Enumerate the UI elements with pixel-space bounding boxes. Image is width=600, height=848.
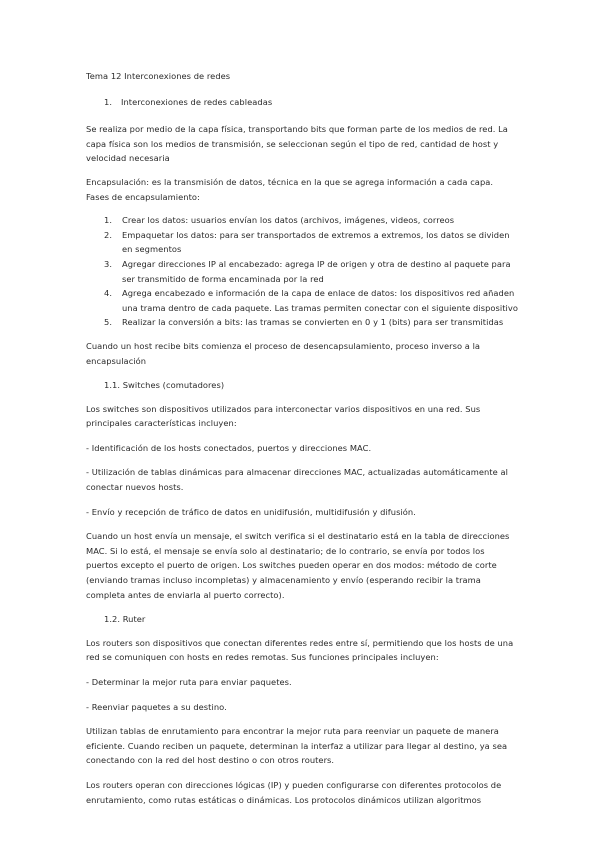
section-title: Interconexiones de redes cableadas	[121, 96, 273, 107]
section-heading-1	[86, 95, 518, 110]
intro-paragraph: Se realiza por medio de la capa física, transportando bits que forman parte de los medios de red. La capa física son los medios de transmisión, se seleccionan según el tipo de red, cantidad de host y velocidad necesaria	[86, 124, 508, 164]
encapsulation-steps-list	[86, 213, 518, 330]
document-body	[86, 69, 518, 816]
list-item: 5. Realizar la conversión a bits: las tramas se convierten en 0 y 1 (bits) para ser transmitidas	[104, 317, 504, 328]
encapsulation-paragraph: Encapsulación: es la transmisión de datos, técnica en la que se agrega información a cada capa. Fases de encapsulamiento:	[86, 176, 494, 202]
switches-bullet-2: - Utilización de tablas dinámicas para almacenar direcciones MAC, actualizadas automáticamente al conectar nuevos hosts.	[86, 467, 508, 493]
switches-bullet-1: - Identificación de los hosts conectados, puertos y direcciones MAC.	[86, 442, 372, 453]
router-bullet-2: - Reenviar paquetes a su destino.	[86, 701, 227, 712]
list-item: 4. Agrega encabezado e información de la capa de enlace de datos: los dispositivos red añaden una trama dentro de cada paquete. Las tramas permiten conectar con el siguiente dispositivo	[104, 288, 518, 313]
document-title: Tema 12 Interconexiones de redes	[86, 71, 231, 81]
list-item: 1. Crear los datos: usuarios envían los datos (archivos, imágenes, videos, correos	[104, 215, 455, 226]
section-number: 1.	[104, 96, 113, 107]
switches-intro-paragraph: Los switches son dispositivos utilizados para interconectar varios dispositivos en una red. Sus principales características incluyen:	[86, 403, 481, 429]
router-tables-paragraph: Utilizan tablas de enrutamiento para encontrar la mejor ruta para reenviar un paquete de manera eficiente. Cuando reciben un paquete, determinan la interfaz a utilizar para llegar al destino, ya sea conectando con la red del host destino o con otros routers.	[86, 726, 508, 766]
switches-bullet-3: - Envío y recepción de tráfico de datos en unidifusión, multidifusión y difusión.	[86, 506, 416, 517]
list-item: 2. Empaquetar los datos: para ser transportados de extremos a extremos, los datos se dividen en segmentos	[104, 229, 510, 255]
list-item: 3. Agregar direcciones IP al encabezado: agrega IP de origen y otra de destino al paquete para ser transmitido de forma encaminada por la red	[104, 258, 511, 284]
subsection-heading-switches: 1.1. Switches (comutadores)	[104, 380, 225, 391]
router-intro-paragraph: Los routers son dispositivos que conectan diferentes redes entre sí, permitiendo que los hosts de una red se comuniquen con hosts en redes remotas. Sus funciones principales incluyen:	[86, 637, 514, 663]
router-bullet-1: - Determinar la mejor ruta para enviar paquetes.	[86, 677, 292, 687]
switches-detail-paragraph: Cuando un host envía un mensaje, el switch verifica si el destinatario está en la tabla de direcciones MAC. Si lo está, el mensaje se envía solo al destinatario; de lo contrario, se envía por todos los puertos excepto el puerto de origen. Los switches pueden operar en dos modos: método de corte (enviando tramas incluso incompletas) y almacenamiento y envío (esperando recibir la trama completa antes de enviarla al puerto correcto).	[86, 531, 510, 600]
subsection-heading-router: 1.2. Ruter	[104, 614, 146, 625]
router-protocols-paragraph: Los routers operan con direcciones lógicas (IP) y pueden configurarse con diferentes protocolos de enrutamiento, como rutas estáticas o dinámicas. Los protocolos dinámicos utilizan algoritmos	[86, 779, 502, 805]
decapsulation-paragraph: Cuando un host recibe bits comienza el proceso de desencapsulamiento, proceso inverso a la encapsulación	[86, 340, 481, 366]
